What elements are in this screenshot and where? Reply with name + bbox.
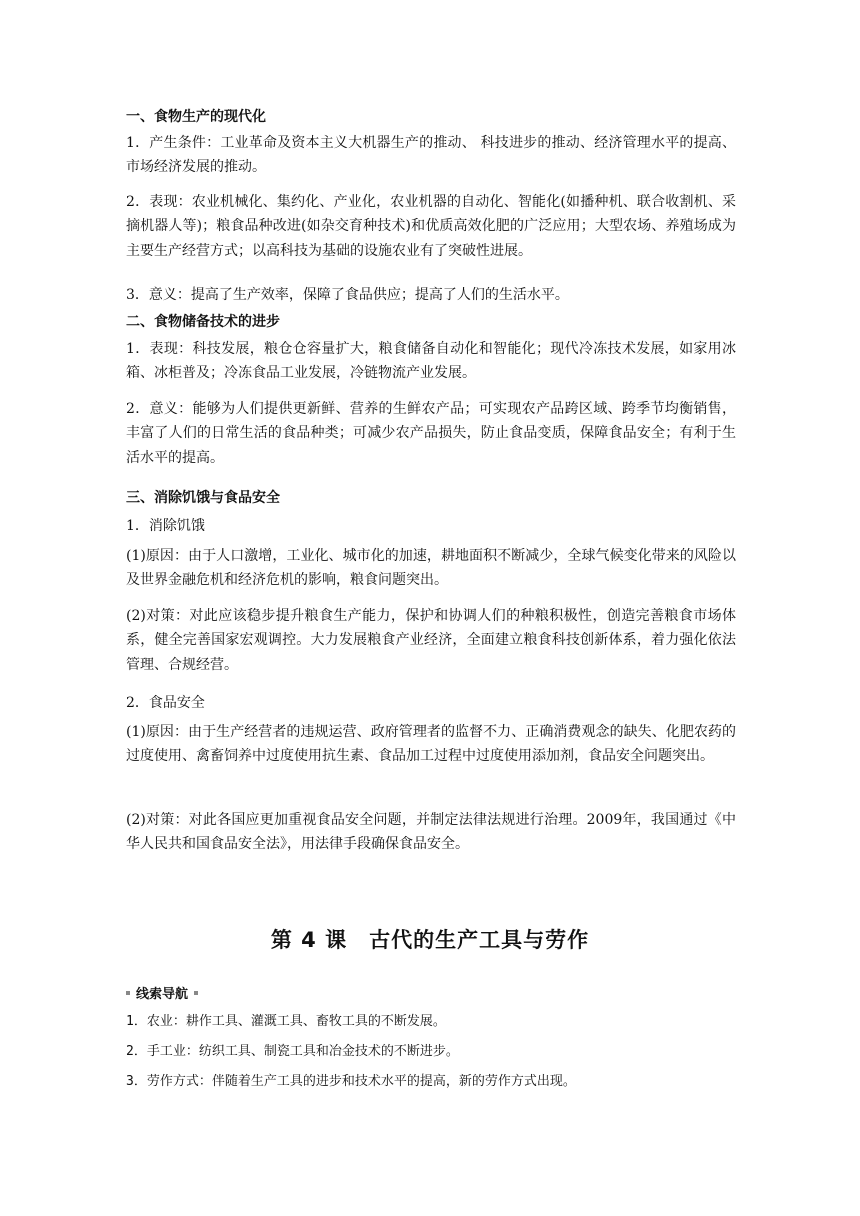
section-food-storage <box>126 312 736 332</box>
section-heading: 一、食物生产的现代化 <box>126 109 266 125</box>
section-body <box>126 131 736 180</box>
lesson-title: 第 4 课 古代的生产工具与劳作 <box>270 928 590 952</box>
paragraph: 2．表现：农业机械化、集约化、产业化，农业机器的自动化、智能化(如播种机、联合收割机、采摘机器人等)；粮食品种改进(如杂交育种技术)和优质高效化肥的广泛应用；大型农场、养殖场成为主要生产经营方式；以高科技为基础的设施农业有了突破性进展。 <box>126 194 736 259</box>
section-body <box>126 397 736 470</box>
section-body <box>126 514 736 538</box>
clue-navigation-heading <box>126 983 198 1002</box>
section-food-production <box>126 107 736 127</box>
section-body <box>126 190 736 263</box>
section-body <box>126 283 736 307</box>
paragraph: 1．消除饥饿 <box>126 518 205 534</box>
section-heading: 三、消除饥饿与食品安全 <box>126 490 280 506</box>
paragraph: (2)对策：对此各国应更加重视食品安全问题，并制定法律法规进行治理。2009年，我国通过《中华人民共和国食品安全法》，用法律手段确保食品安全。 <box>126 812 736 853</box>
nav-list-item: 1．农业：耕作工具、灌溉工具、畜牧工具的不断发展。 <box>126 1014 446 1029</box>
paragraph: (2)对策：对此应该稳步提升粮食生产能力，保护和协调人们的种粮积极性，创造完善粮食市场体系，健全完善国家宏观调控。大力发展粮食产业经济，全面建立粮食科技创新体系，着力强化依法管理、合规经营。 <box>126 608 736 673</box>
section-body <box>126 808 736 857</box>
paragraph: 3．意义：提高了生产效率，保障了食品供应；提高了人们的生活水平。 <box>126 287 569 303</box>
section-body <box>126 604 736 677</box>
paragraph: 1．表现：科技发展，粮仓仓容量扩大，粮食储备自动化和智能化；现代冷冻技术发展，如家用冰箱、冰柜普及；冷冻食品工业发展，冷链物流产业发展。 <box>126 341 736 382</box>
section-body <box>126 691 736 715</box>
square-bullet-icon <box>194 991 198 995</box>
paragraph: (1)原因：由于生产经营者的违规运营、政府管理者的监督不力、正确消费观念的缺失、化肥农药的过度使用、禽畜饲养中过度使用抗生素、食品加工过程中过度使用添加剂，食品安全问题突出。 <box>126 724 736 765</box>
paragraph: 2．食品安全 <box>126 695 205 711</box>
section-body <box>126 544 736 593</box>
section-body <box>126 720 736 769</box>
section-heading: 二、食物储备技术的进步 <box>126 314 280 330</box>
section-body <box>126 337 736 386</box>
section-hunger-food-safety <box>126 488 736 508</box>
nav-list-item: 2．手工业：纺织工具、制瓷工具和冶金技术的不断进步。 <box>126 1044 459 1059</box>
clue-navigation-label: 线索导航 <box>136 987 189 1002</box>
nav-list-item: 3．劳作方式：伴随着生产工具的进步和技术水平的提高，新的劳作方式出现。 <box>126 1074 576 1089</box>
paragraph: 2．意义：能够为人们提供更新鲜、营养的生鲜农产品；可实现农产品跨区域、跨季节均衡销售，丰富了人们的日常生活的食品种类；可减少农产品损失，防止食品变质，保障食品安全；有利于生活水平的提高。 <box>126 401 736 466</box>
paragraph: 1．产生条件：工业革命及资本主义大机器生产的推动、 科技进步的推动、经济管理水平的提高、市场经济发展的推动。 <box>126 135 736 176</box>
paragraph: (1)原因：由于人口激增，工业化、城市化的加速，耕地面积不断减少，全球气候变化带来的风险以及世界金融危机和经济危机的影响，粮食问题突出。 <box>126 548 736 589</box>
square-bullet-icon <box>126 991 130 995</box>
